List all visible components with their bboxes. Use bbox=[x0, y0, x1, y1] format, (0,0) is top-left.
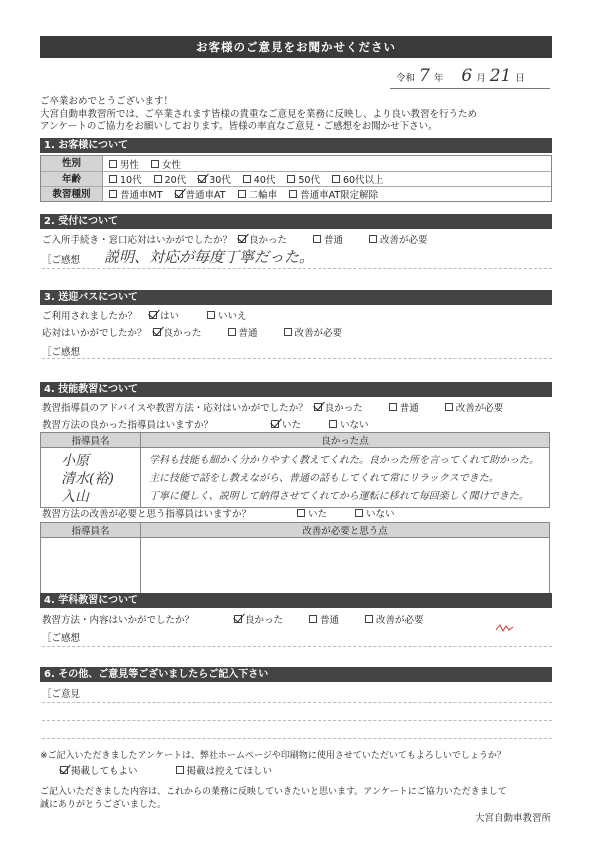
closing-line: ご記入いただきました内容は、これからの業務に反映していきたいと思います。アンケートにご協力いただきまして bbox=[40, 787, 507, 797]
date-underline bbox=[390, 88, 550, 89]
option-label: いない bbox=[366, 509, 395, 520]
option-label: 20代 bbox=[164, 175, 187, 186]
question-text: ご入所手続き・窓口応対はいかがでしたか？ bbox=[42, 235, 233, 246]
academic-question-row bbox=[42, 612, 436, 626]
option-label: 女性 bbox=[162, 159, 182, 171]
option-label: 改善が必要 bbox=[294, 328, 343, 339]
question-text: 教習方法の良かった指導員はいますか？ bbox=[42, 420, 214, 431]
age-50s-checkbox[interactable] bbox=[287, 175, 295, 183]
option-label: いいえ bbox=[218, 311, 247, 322]
course-at-checkbox[interactable] bbox=[175, 190, 183, 198]
date-year-unit: 年 bbox=[433, 73, 444, 84]
course-mt-checkbox[interactable] bbox=[109, 190, 117, 198]
option-label: 良かった bbox=[163, 328, 202, 339]
bus-comment-label: ［ご感想 bbox=[42, 347, 81, 358]
closing-line: 誠にありがとうございました。 bbox=[40, 799, 167, 810]
option-label: 40代 bbox=[253, 175, 276, 186]
consent-question: ※ご記入いただきましたアンケートは、弊社ホームページや印刷物に使用させていただいてもよろしいでしょうか？ bbox=[40, 751, 506, 761]
section-4-header: 4. 技能教習について bbox=[40, 382, 552, 397]
section-2-header: 2. 受付について bbox=[40, 214, 552, 229]
intro-text bbox=[40, 96, 560, 134]
table-header: 指導員名 bbox=[41, 433, 141, 448]
table-header: 良かった点 bbox=[141, 433, 550, 448]
option-label: 普通 bbox=[324, 235, 344, 246]
table-row bbox=[41, 538, 550, 596]
skill-advice-question-row bbox=[42, 400, 515, 414]
option-label: 普通車AT bbox=[185, 190, 226, 201]
gender-label: 性別 bbox=[41, 156, 103, 171]
option-label: 50代 bbox=[298, 175, 320, 186]
closing-text bbox=[40, 786, 507, 811]
good-instructor-yes-checkbox[interactable] bbox=[271, 420, 279, 428]
option-label: はい bbox=[160, 311, 180, 322]
instructor-name: 小原 bbox=[61, 453, 89, 469]
question-text: 教習指導員のアドバイスや教習方法・応対はいかがでしたか？ bbox=[42, 403, 308, 414]
comment-line bbox=[42, 268, 552, 269]
bus-service-question-row bbox=[42, 325, 354, 339]
good-point: 丁寧に優しく、説明して納得させてくれてから運転に移れて毎回楽しく聞けできた。 bbox=[149, 491, 529, 502]
age-40s-checkbox[interactable] bbox=[243, 175, 251, 183]
instructor-names-cell bbox=[41, 448, 141, 508]
good-instructor-question-row bbox=[42, 417, 381, 431]
question-text: 教習方法の改善が必要と思う指導員はいますか？ bbox=[42, 509, 252, 520]
intro-line: ご卒業おめでとうございます！ bbox=[40, 96, 174, 107]
comment-line bbox=[42, 702, 552, 703]
question-text: ご利用されましたか？ bbox=[42, 311, 138, 322]
academic-normal-checkbox[interactable] bbox=[309, 615, 317, 623]
reception-good-checkbox[interactable] bbox=[238, 235, 246, 243]
date-year: 7 bbox=[419, 66, 430, 86]
academic-improve-checkbox[interactable] bbox=[365, 615, 373, 623]
option-label: 普通車AT限定解除 bbox=[300, 190, 379, 201]
consent-allow-checkbox[interactable] bbox=[60, 766, 68, 774]
age-10s-checkbox[interactable] bbox=[109, 175, 117, 183]
option-label: 10代 bbox=[120, 175, 142, 186]
table-row bbox=[41, 448, 550, 508]
red-scribble-mark bbox=[494, 622, 516, 634]
option-label: 改善が必要 bbox=[376, 615, 424, 626]
reception-comment-label: ［ご感想 bbox=[42, 255, 81, 266]
date-month: 6 bbox=[461, 66, 473, 86]
option-label: 良かった bbox=[324, 403, 363, 414]
age-20s-checkbox[interactable] bbox=[154, 175, 162, 183]
option-label: 普通 bbox=[238, 328, 258, 339]
option-label: 二輪車 bbox=[248, 190, 278, 201]
reception-question-row bbox=[42, 232, 440, 246]
skill-improve-checkbox[interactable] bbox=[445, 403, 453, 411]
date-day: 21 bbox=[489, 66, 512, 86]
age-label: 年齢 bbox=[41, 172, 103, 186]
course-type-label: 教習種別 bbox=[41, 187, 103, 201]
skill-normal-checkbox[interactable] bbox=[389, 403, 397, 411]
improve-instructor-no-checkbox[interactable] bbox=[355, 509, 363, 517]
option-label: いない bbox=[340, 420, 369, 431]
option-label: 普通 bbox=[399, 403, 419, 414]
date-month-unit: 月 bbox=[476, 73, 486, 84]
bus-good-checkbox[interactable] bbox=[153, 328, 161, 336]
option-label: 60代以上 bbox=[342, 175, 384, 186]
other-comment-label: ［ご意見 bbox=[42, 689, 81, 700]
form-title: お客様のご意見をお聞かせください bbox=[40, 36, 552, 58]
option-label: 良かった bbox=[245, 615, 284, 626]
bus-no-checkbox[interactable] bbox=[207, 311, 215, 319]
date-era: 令和 bbox=[396, 73, 416, 84]
customer-info-grid bbox=[40, 155, 552, 202]
section-5-header: 4. 学科教習について bbox=[40, 593, 552, 608]
table-header: 改善が必要と思う点 bbox=[141, 523, 550, 538]
good-point: 主に技能で話をし教えながら、普通の話もしてくれて常にリラックスできた。 bbox=[149, 473, 499, 484]
improve-names-cell[interactable] bbox=[41, 538, 141, 596]
good-instructor-no-checkbox[interactable] bbox=[329, 420, 337, 428]
good-point: 学科も技能も細かく分かりやすく教えてくれた。良かった所を言ってくれて助かった。 bbox=[149, 455, 539, 466]
improve-instructor-yes-checkbox[interactable] bbox=[297, 509, 305, 517]
table-header: 指導員名 bbox=[41, 523, 141, 538]
option-label: 30代 bbox=[209, 175, 231, 186]
option-label: 良かった bbox=[249, 235, 288, 246]
option-label: いた bbox=[308, 509, 328, 520]
bus-normal-checkbox[interactable] bbox=[228, 328, 236, 336]
option-label: 男性 bbox=[120, 159, 140, 171]
option-label: 普通車MT bbox=[120, 190, 163, 201]
comment-line bbox=[42, 358, 552, 359]
improve-instructor-question-row bbox=[42, 506, 407, 520]
question-text: 教習方法・内容はいかがでしたか？ bbox=[42, 615, 195, 626]
age-60plus-checkbox[interactable] bbox=[332, 175, 340, 183]
reception-improve-checkbox[interactable] bbox=[369, 235, 377, 243]
section-1-header: 1. お客様について bbox=[40, 138, 552, 153]
option-label: いた bbox=[282, 420, 302, 431]
option-label: 普通 bbox=[320, 615, 340, 626]
reception-comment-handwritten: 説明、対応が毎度丁寧だった。 bbox=[104, 248, 315, 266]
office-name: 大宮自動車教習所 bbox=[474, 813, 551, 824]
intro-line: アンケートのご協力をお願いしております。皆様の率直なご意見・ご感想をお聞かせ下さい。 bbox=[40, 121, 438, 132]
question-text: 応対はいかがでしたか？ bbox=[42, 328, 147, 339]
good-instructor-table bbox=[40, 432, 550, 508]
consent-deny-checkbox[interactable] bbox=[176, 766, 184, 774]
option-label: 掲載してもよい bbox=[71, 766, 138, 777]
comment-line bbox=[42, 720, 552, 721]
date-row bbox=[396, 66, 525, 86]
reception-normal-checkbox[interactable] bbox=[313, 235, 321, 243]
improve-points-cell[interactable] bbox=[141, 538, 550, 596]
gender-female-checkbox[interactable] bbox=[151, 160, 159, 168]
instructor-name: 入山 bbox=[61, 489, 89, 505]
section-6-header: 6. その他、ご意見等ございましたらご記入下さい bbox=[40, 667, 552, 682]
age-30s-checkbox[interactable] bbox=[198, 175, 206, 183]
option-label: 改善が必要 bbox=[455, 403, 504, 414]
option-label: 改善が必要 bbox=[380, 235, 428, 246]
bus-use-question-row bbox=[42, 308, 259, 322]
instructor-name: 清水(裕) bbox=[61, 471, 114, 487]
academic-good-checkbox[interactable] bbox=[234, 615, 242, 623]
comment-line bbox=[42, 738, 552, 739]
course-at-release-checkbox[interactable] bbox=[289, 190, 297, 198]
comment-line bbox=[42, 646, 552, 647]
good-points-cell bbox=[141, 448, 550, 508]
date-day-unit: 日 bbox=[515, 73, 525, 84]
section-3-header: 3. 送迎バスについて bbox=[40, 290, 552, 305]
bus-improve-checkbox[interactable] bbox=[284, 328, 292, 336]
gender-male-checkbox[interactable] bbox=[109, 160, 117, 168]
option-label: 掲載は控えてほしい bbox=[186, 766, 273, 777]
course-motorcycle-checkbox[interactable] bbox=[238, 190, 246, 198]
consent-options-row bbox=[60, 763, 284, 777]
improve-instructor-table bbox=[40, 522, 550, 596]
bus-yes-checkbox[interactable] bbox=[149, 311, 157, 319]
skill-good-checkbox[interactable] bbox=[314, 403, 322, 411]
academic-comment-label: ［ご感想 bbox=[42, 633, 81, 644]
intro-line: 大宮自動車教習所では、ご卒業されます皆様の貴重なご意見を業務に反映し、より良い教習を行うため bbox=[40, 108, 478, 120]
